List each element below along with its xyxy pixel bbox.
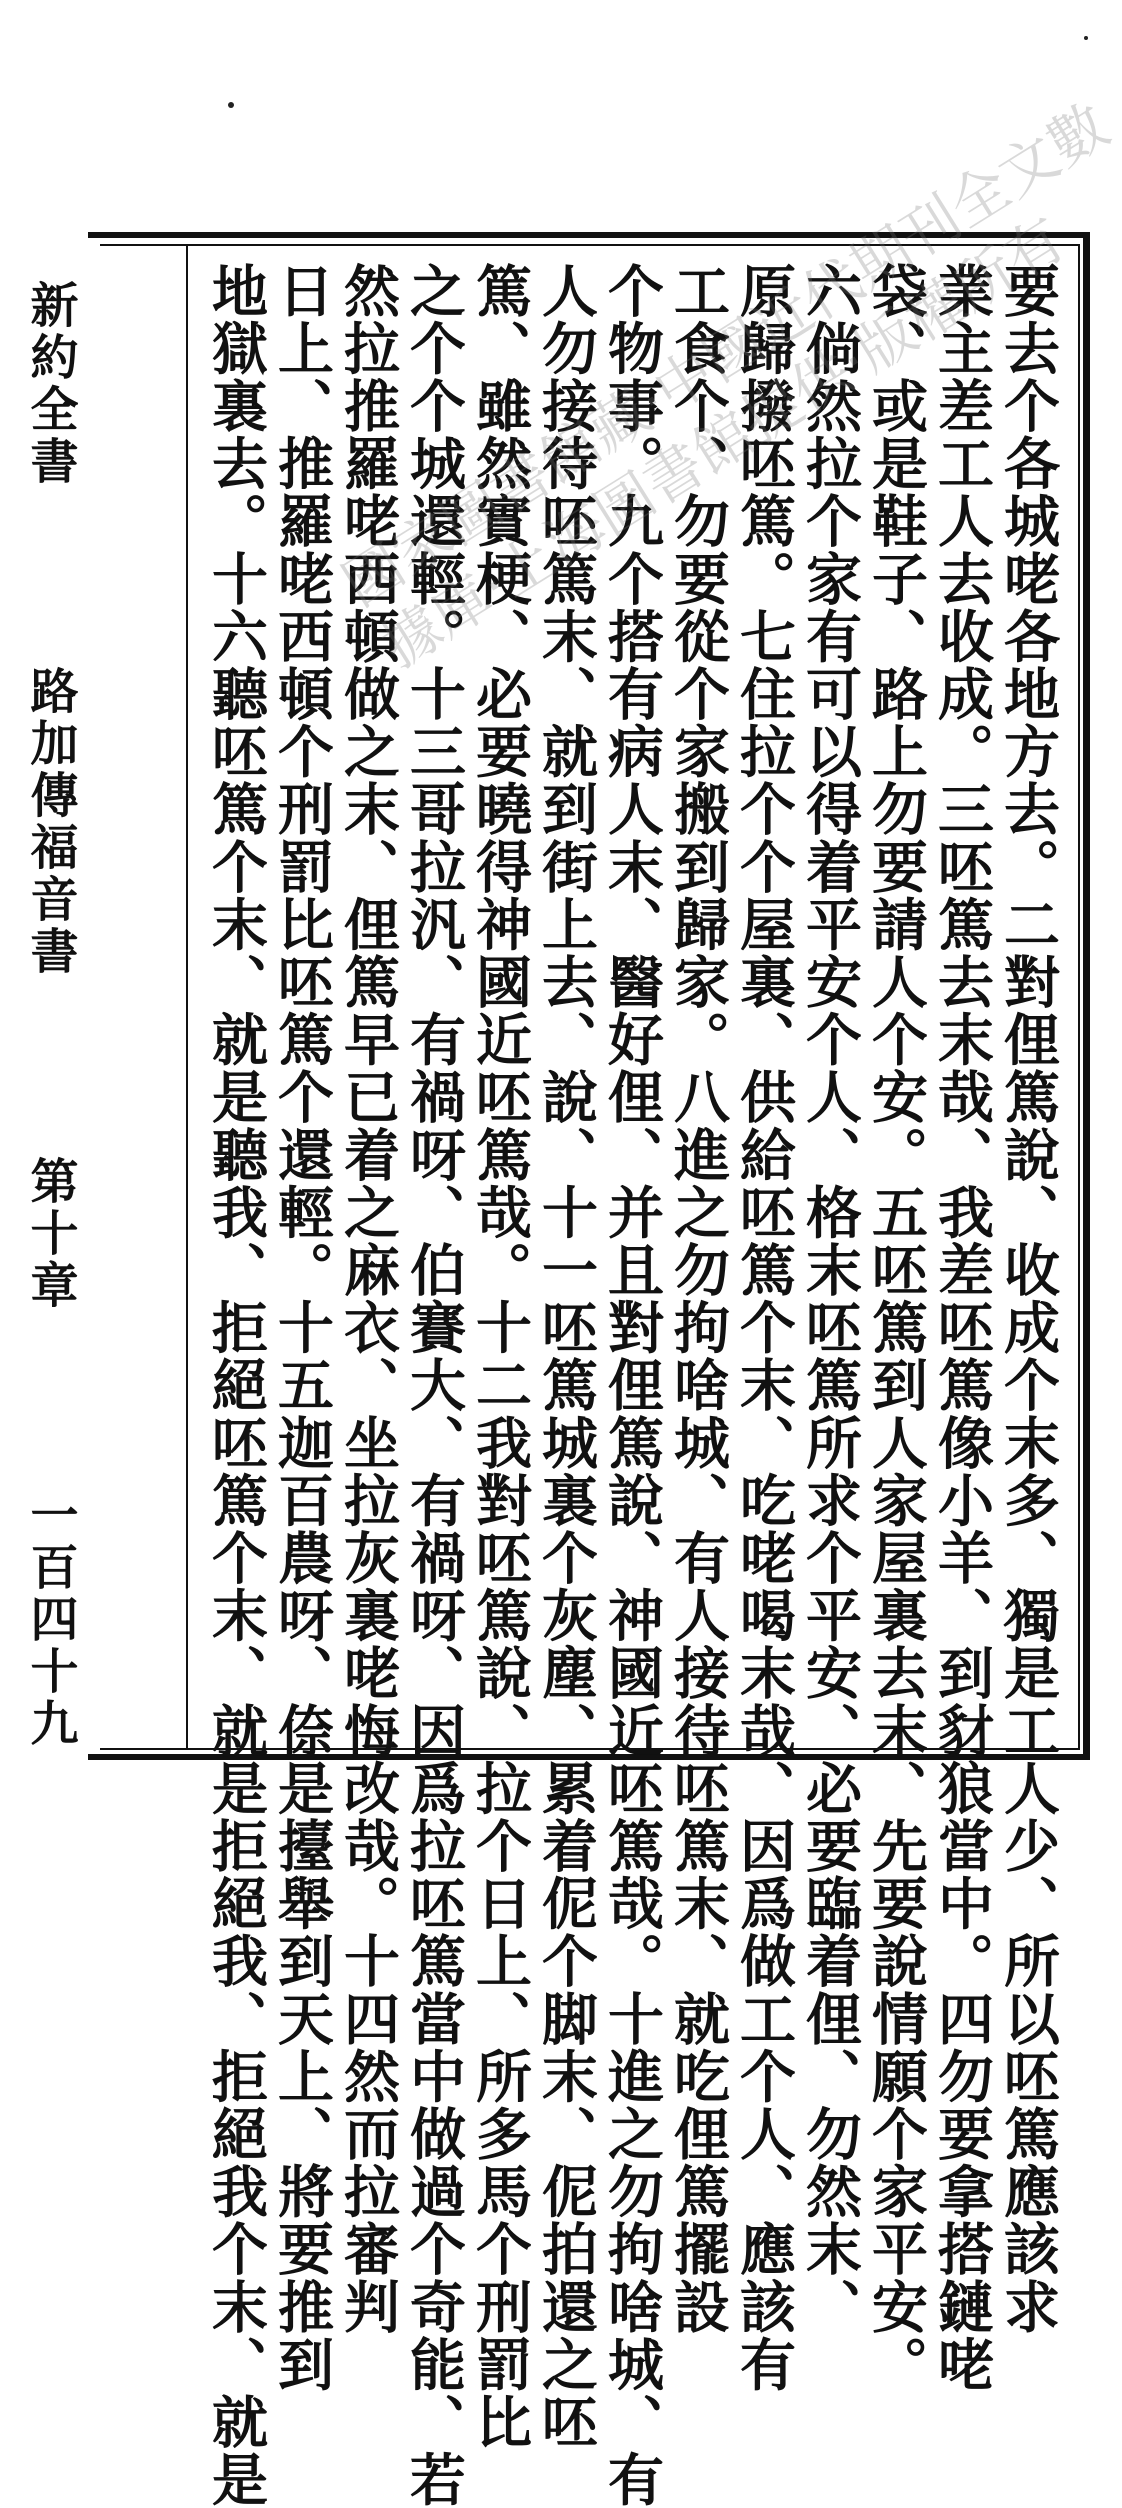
text-column-12: 日上、推羅咾西頓个刑罰比呸篤个還輕。十五迦百農呀、倷是擡舉到天上、將要推到 — [269, 262, 335, 2394]
stray-mark-2 — [1084, 36, 1088, 40]
text-column-8: 人勿接待呸篤末、就到街上去、說、十一呸篤城裏个灰塵、累着伲个脚末、伲拍還之呸 — [533, 262, 599, 2451]
text-column-13: 地獄裏去。十六聽呸篤个末、就是聽我、拒絕呸篤个末、就是拒絕我、拒絕我个末、就是 — [203, 262, 269, 2508]
text-column-7: 个物事。九个搭有病人末、醫好俚、并且對俚篤說、神國近呸篤哉。十進之勿拘啥城、有 — [599, 262, 665, 2508]
text-column-4: 六倘然拉个家有可以得着平安个人、格末呸篤所求个平安、必要臨着俚、勿然末、 — [797, 262, 863, 2336]
chapter-label: 第十章 — [22, 1156, 78, 1312]
section-title: 路加傳福音書 — [22, 666, 78, 978]
stray-mark-1 — [228, 102, 234, 108]
page-number: 一百四十九 — [22, 1490, 78, 1750]
text-column-1: 要去个各城咾各地方去。二對俚篤說、收成个末多、獨是工人少、所以呸篤應該求 — [995, 262, 1061, 2336]
text-column-10: 之个个城還輕。十三哥拉汎、有禍呀、伯賽大、有禍呀、因爲拉呸篤當中做過个奇能、若 — [401, 262, 467, 2508]
text-column-5: 原歸撥呸篤。七住拉个个屋裏、供給呸篤个末、吃咾喝末哉、因爲做工个人、應該有 — [731, 262, 797, 2394]
book-title: 新約全書 — [22, 280, 78, 488]
text-column-6: 工食个、勿要從个家搬到歸家。八進之勿拘啥城、有人接待呸篤末、就吃俚篤擺設 — [665, 262, 731, 2336]
text-column-3: 袋、或是鞋子、路上勿要請人个安。五呸篤到人家屋裏去末、先要說情願个家平安。 — [863, 262, 929, 2394]
text-column-9: 篤、雖然實梗、必要曉得神國近呸篤哉。十二我對呸篤說、拉个日上、所多馬个刑罰比 — [467, 262, 533, 2451]
text-column-2: 業主差工人去收成。三呸篤去末哉、我差呸篤像小羊、到豺狼當中。四勿要拿搭鏈咾 — [929, 262, 995, 2394]
text-column-11: 然拉推羅咾西頓做之末、俚篤早已着之麻衣、坐拉灰裏咾悔改哉。十四然而拉審判 — [335, 262, 401, 2336]
library-watermark: 國家圖書館藏·中國近代期刊全文數據庫·上海圖書館提供·版權所有 — [331, 90, 1121, 681]
margin-separator — [186, 244, 188, 1750]
running-header — [0, 280, 100, 1750]
